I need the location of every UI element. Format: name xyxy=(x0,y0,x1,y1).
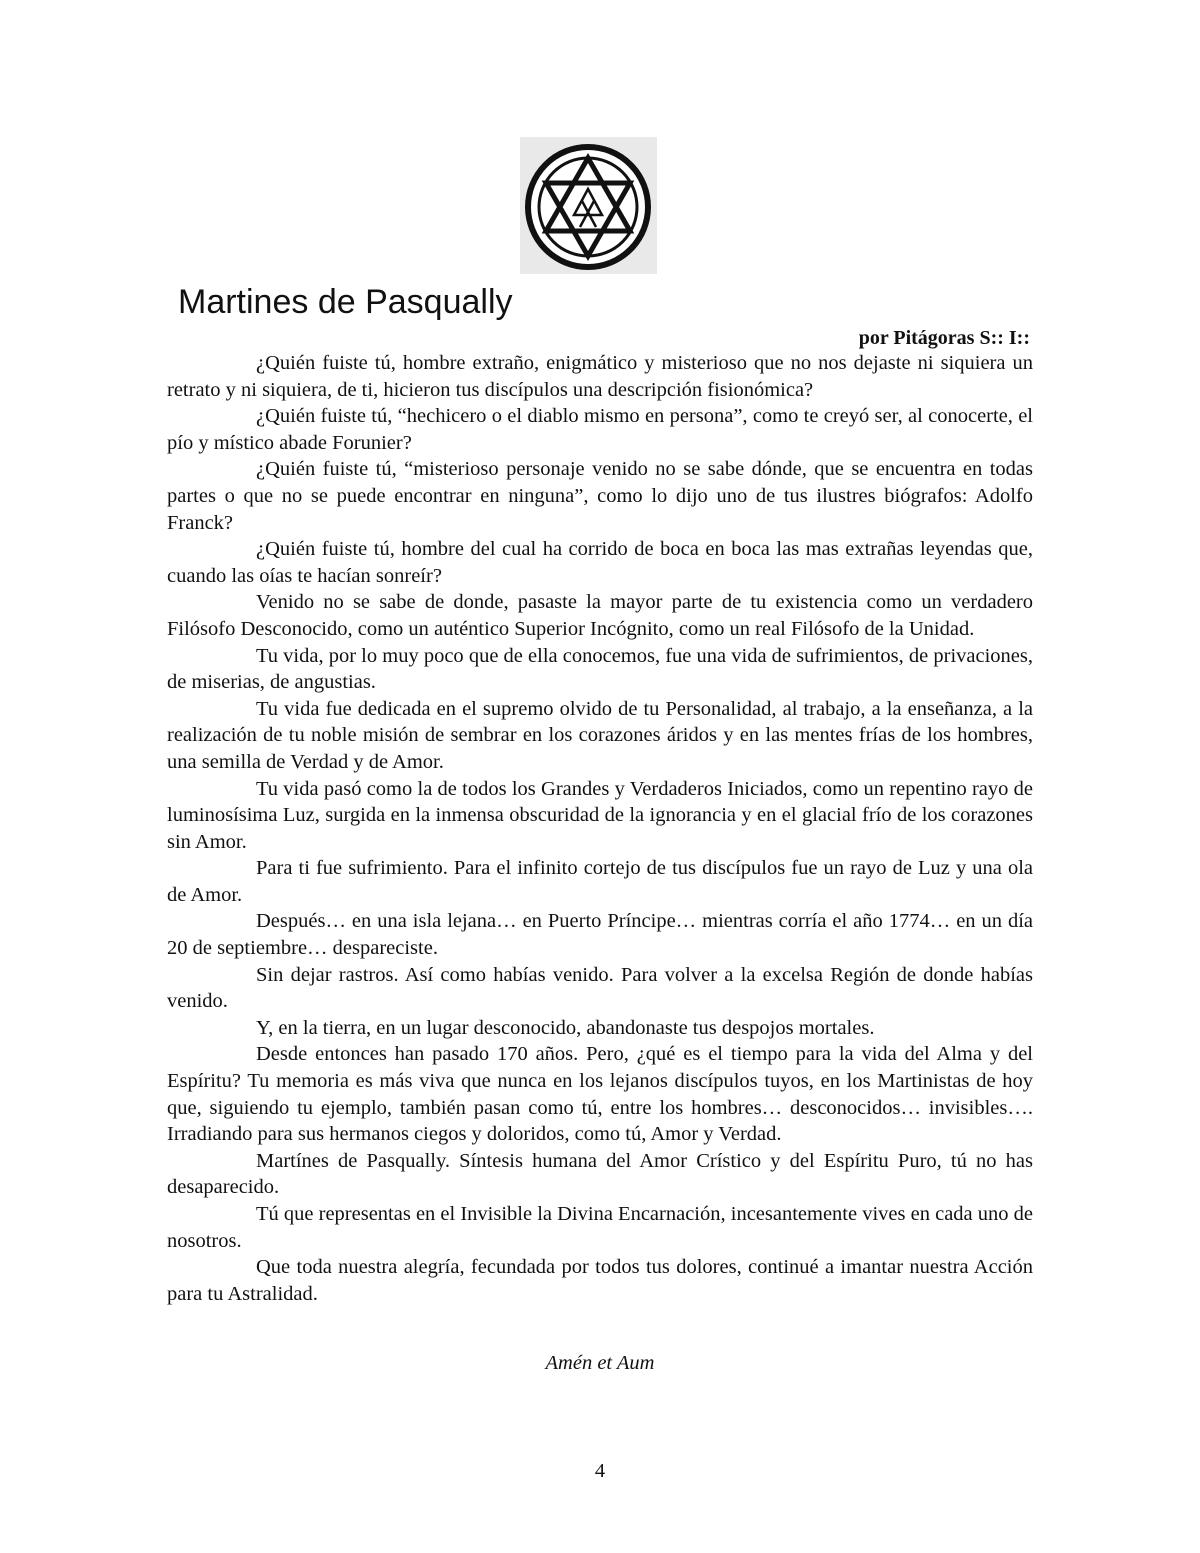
paragraph: Que toda nuestra alegría, fecundada por todos tus dolores, continué a imantar nuestra Acción para tu Astralidad. xyxy=(167,1256,1033,1305)
hexagram-seal-icon xyxy=(520,137,657,274)
paragraph: ¿Quién fuiste tú, hombre del cual ha corrido de boca en boca las mas extrañas leyendas que, cuando las oías te hacían sonreír? xyxy=(167,538,1033,587)
paragraph: Tú que representas en el Invisible la Divina Encarnación, incesantemente vives en cada uno de nosotros. xyxy=(167,1203,1033,1252)
paragraph: Tu vida, por lo muy poco que de ella conocemos, fue una vida de sufrimientos, de privaciones, de miserias, de angustias. xyxy=(167,644,1033,694)
paragraph: Venido no se sabe de donde, pasaste la mayor parte de tu existencia como un verdadero Filósofo Desconocido, como un auténtico Superior Incógnito, como un real Filósofo de la Unidad. xyxy=(167,591,1033,640)
paragraph: ¿Quién fuiste tú, “hechicero o el diablo mismo en persona”, como te creyó ser, al conocerte, el pío y místico abade Forunier? xyxy=(167,405,1033,454)
paragraph: Después… en una isla lejana… en Puerto Príncipe… mientras corría el año 1774… en un día 20 de septiembre… despareciste. xyxy=(167,910,1033,960)
paragraph: Desde entonces han pasado 170 años. Pero, ¿qué es el tiempo para la vida del Alma y del Espíritu? Tu memoria es más viva que nunca en los lejanos discípulos tuyos, en los Martinistas de hoy que, siguiendo tu ejemplo, también pasan como tú, entre los hombres… desconocidos… invisibles…. Irradiando para sus hermanos ciegos y doloridos, como tú, Amor y Verdad. xyxy=(167,1043,1033,1146)
paragraph: Tu vida pasó como la de todos los Grandes y Verdaderos Iniciados, como un repentino rayo de luminosísima Luz, surgida en la inmensa obscuridad de la ignorancia y en el glacial frío de los corazones sin Amor. xyxy=(167,777,1033,853)
document-title: Martines de Pasqually xyxy=(178,283,513,321)
paragraph: Y, en la tierra, en un lugar desconocido, abandonaste tus despojos mortales. xyxy=(256,1016,875,1039)
page-number: 4 xyxy=(594,1460,606,1482)
article-body xyxy=(167,350,1033,1307)
paragraph: Martínes de Pasqually. Síntesis humana del Amor Crístico y del Espíritu Puro, tú no has desaparecido. xyxy=(167,1149,1033,1199)
paragraph: ¿Quién fuiste tú, “misterioso personaje venido no se sabe dónde, que se encuentra en todas partes o que no se puede encontrar en ninguna”, como lo dijo uno de tus ilustres biógrafos: Adolfo Franck? xyxy=(167,458,1033,534)
paragraph: Tu vida fue dedicada en el supremo olvido de tu Personalidad, al trabajo, a la enseñanza, a la realización de tu noble misión de sembrar en los corazones áridos y en las mentes frías de los hombres, una semilla de Verdad y de Amor. xyxy=(167,697,1033,773)
closing-line: Amén et Aum xyxy=(545,1352,655,1374)
paragraph: Sin dejar rastros. Así como habías venido. Para volver a la excelsa Región de donde habías venido. xyxy=(167,963,1033,1013)
paragraph: ¿Quién fuiste tú, hombre extraño, enigmático y misterioso que no nos dejaste ni siquiera un retrato y ni siquiera, de ti, hicieron tus discípulos una descripción fisionómica? xyxy=(167,352,1033,401)
paragraph: Para ti fue sufrimiento. Para el infinito cortejo de tus discípulos fue un rayo de Luz y una ola de Amor. xyxy=(167,857,1033,906)
author-byline: por Pitágoras S:: I:: xyxy=(858,327,1030,349)
